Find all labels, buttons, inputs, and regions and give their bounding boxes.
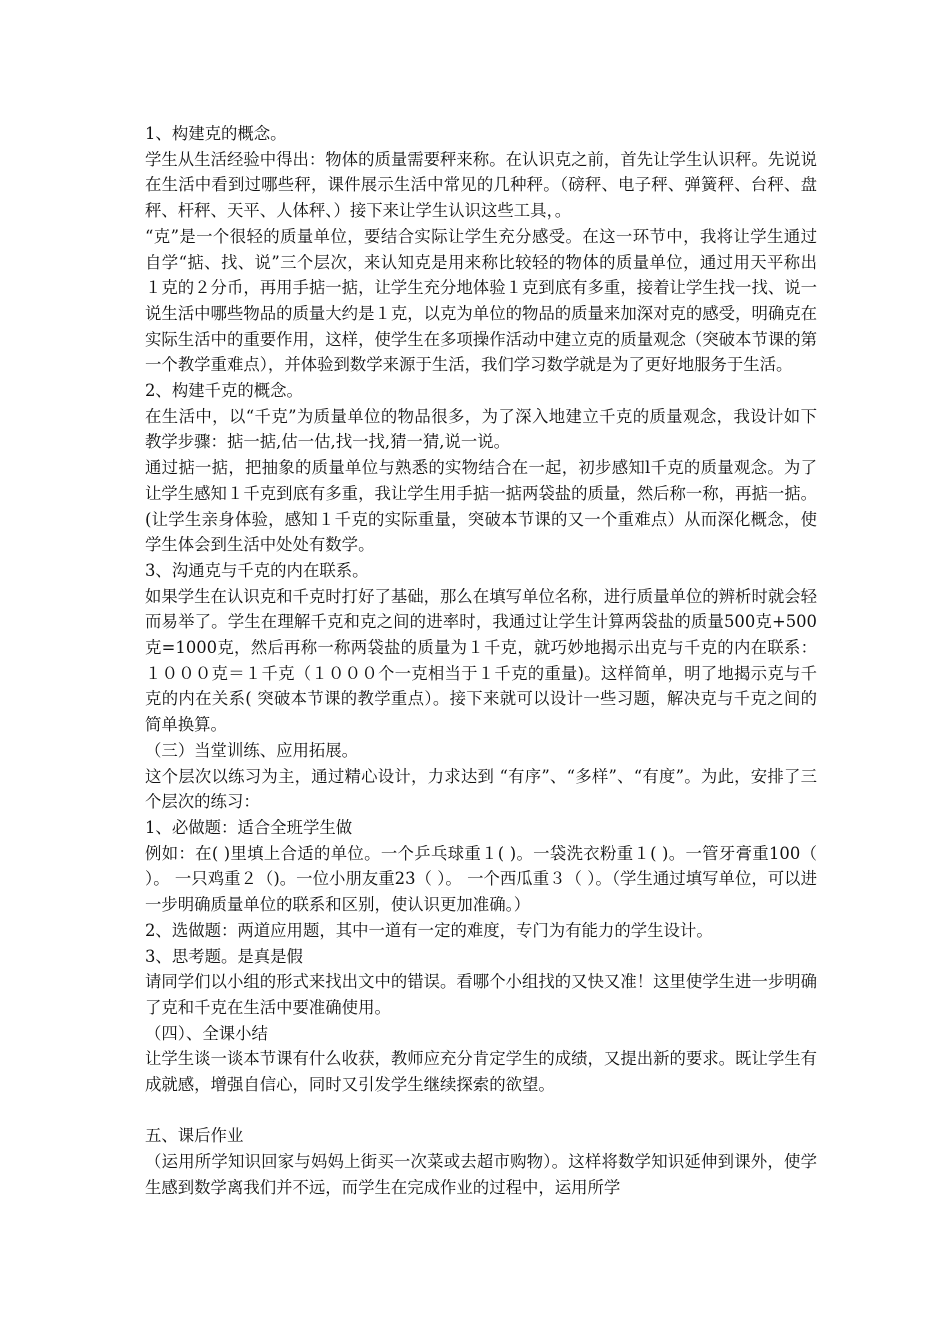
paragraph-heading-gram-concept: 1、构建克的概念。	[145, 124, 287, 143]
paragraph-heading-relation: 3、沟通克与千克的内在联系。	[145, 560, 369, 580]
paragraph: 请同学们以小组的形式来找出文中的错误。看哪个小组找的又快又准！这里使学生进一步明确了克和千克在生活中要准确使用。	[145, 972, 818, 1017]
paragraph-heading-kilogram-concept: 2、构建千克的概念。	[145, 381, 303, 401]
section-heading-homework: 五、课后作业	[145, 1126, 244, 1146]
document-body	[145, 121, 817, 1201]
paragraph: 如果学生在认识克和千克时打好了基础，那么在填写单位名称，进行质量单位的辨析时就会轻而易举了。学生在理解千克和克之间的进率时，我通过让学生计算两袋盐的质量500克+500克=1000克，然后再称一称两袋盐的质量为１千克，就巧妙地揭示出克与千克的内在联系：１０００克＝１千克（１０００个一克相当于１千克的重量)。这样简单，明了地揭示克与千克的内在关系( 突破本节课的教学重点）。接下来就可以设计一些习题，解决克与千克之间的简单换算。	[145, 586, 818, 735]
paragraph-thinking-exercise: 3、思考题。是真是假	[145, 946, 303, 966]
section-heading-summary: （四）、全课小结	[145, 1023, 268, 1043]
paragraph-example: 例如：在( )里填上合适的单位。一个乒乓球重１( )。一袋洗衣粉重１( )。一管牙膏重100（ ）。 一只鸡重２（)。一位小朋友重23（ ）。 一个西瓜重３（ ）。（学生通过填写单位，可以进一步明确质量单位的联系和区别，使认识更加准确。）	[145, 843, 817, 915]
blank-line	[145, 1098, 817, 1124]
paragraph: （运用所学知识回家与妈妈上街买一次菜或去超市购物）。这样将数学知识延伸到课外，使学生感到数学离我们并不远，而学生在完成作业的过程中，运用所学	[145, 1152, 817, 1197]
section-heading-practice: （三）当堂训练、应用拓展。	[145, 740, 359, 760]
paragraph: 通过掂一掂，把抽象的质量单位与熟悉的实物结合在一起，初步感知l千克的质量观念。为了让学生感知１千克到底有多重，我让学生用手掂一掂两袋盐的质量，然后称一称，再掂一掂。(让学生亲身体验，感知１千克的实际重量，突破本节课的又一个重难点）从而深化概念，使学生体会到生活中处处有数学。	[145, 458, 818, 555]
paragraph: “克”是一个很轻的质量单位，要结合实际让学生充分感受。在这一环节中，我将让学生通过自学“掂、找、说”三个层次，来认知克是用来称比较轻的物体的质量单位，通过用天平称出１克的２分币，再用手掂一掂，让学生充分地体验１克到底有多重，接着让学生找一找、说一说生活中哪些物品的质量大约是１克，以克为单位的物品的质量来加深对克的感受，明确克在实际生活中的重要作用，这样，使学生在多项操作活动中建立克的质量观念（突破本节课的第一个教学重难点），并体验到数学来源于生活，我们学习数学就是为了更好地服务于生活。	[145, 226, 818, 375]
paragraph: 学生从生活经验中得出：物体的质量需要秤来称。在认识克之前，首先让学生认识秤。先说说在生活中看到过哪些秤，课件展示生活中常见的几种秤。（磅秤、电子秤、弹簧秤、台秤、盘秤、杆秤、天平、人体秤、）接下来让学生认识这些工具，。	[145, 149, 818, 221]
paragraph-required-exercise: 1、必做题：适合全班学生做	[145, 817, 353, 837]
paragraph-optional-exercise: 2、选做题：两道应用题，其中一道有一定的难度，专门为有能力的学生设计。	[145, 920, 713, 940]
paragraph: 在生活中，以“千克”为质量单位的物品很多，为了深入地建立千克的质量观念，我设计如下教学步骤：掂一掂,估一估,找一找,猜一猜,说一说。	[145, 406, 817, 452]
paragraph: 让学生谈一谈本节课有什么收获，教师应充分肯定学生的成绩，又提出新的要求。既让学生有成就感，增强自信心，同时又引发学生继续探索的欲望。	[145, 1049, 818, 1095]
paragraph: 这个层次以练习为主，通过精心设计，力求达到 “有序”、“多样”、“有度”。为此，安排了三个层次的练习：	[145, 766, 817, 812]
